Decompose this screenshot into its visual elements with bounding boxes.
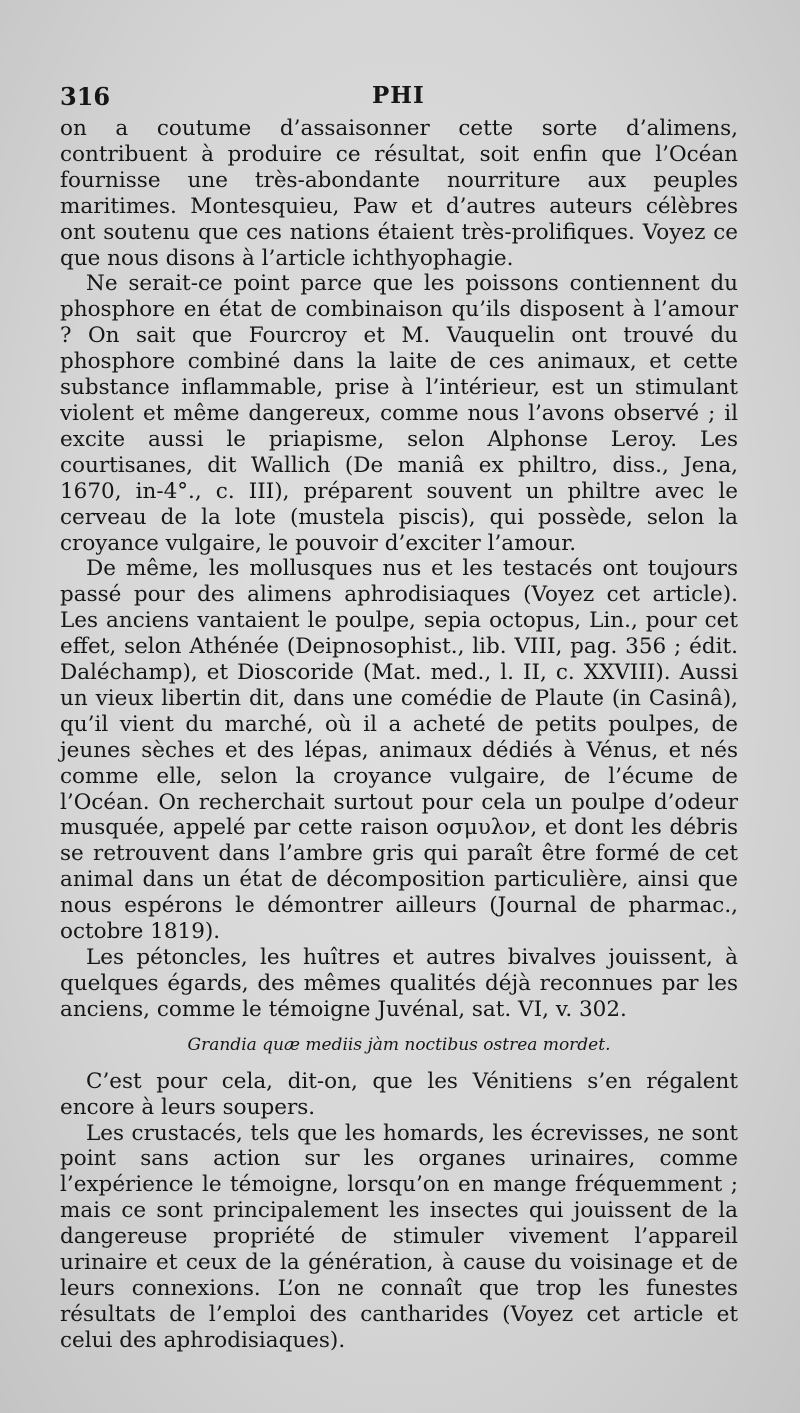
paragraph-6: Les crustacés, tels que les homards, les écrevisses, ne sont point sans action sur les organes urinaires, comme l’expérience le témoigne, lorsqu’on en mange fréquemment ; mais ce sont principalement les insectes qui jouissent de la dangereuse propriété de stimuler vivement l’appareil urinaire et ceux de la génération, à cause du voisinage et de leurs connexions. L’on ne connaît que trop les funestes résultats de l’emploi des cantharides (Voyez cet article et celui des aphrodisiaques). [60, 1120, 738, 1353]
paragraph-4: Les pétoncles, les huîtres et autres bivalves jouissent, à quelques égards, des mêmes qualités déjà reconnues par les anciens, comme le témoigne Juvénal, sat. VI, v. 302. [60, 945, 738, 1022]
latin-quote: Grandia quæ mediis jàm noctibus ostrea mordet. [187, 1034, 611, 1055]
page-header [60, 82, 738, 118]
page-number: 316 [60, 82, 111, 111]
body-text [60, 116, 738, 1354]
paragraph-5: C’est pour cela, dit-on, que les Vénitiens s’en régalent encore à leurs soupers. [60, 1068, 738, 1120]
paragraph-1: on a coutume d’assaisonner cette sorte d’alimens, contribuent à produire ce résultat, soit enfin que l’Océan fournisse une très-abondante nourriture aux peuples maritimes. Montesquieu, Paw et d’autres auteurs célèbres ont soutenu que ces nations étaient très-prolifiques. Voyez ce que nous disons à l’article ichthyophagie. [60, 116, 738, 271]
running-head: PHI [372, 82, 425, 109]
paragraph-3: De même, les mollusques nus et les testacés ont toujours passé pour des alimens aphrodisiaques (Voyez cet article). Les anciens vantaient le poulpe, sepia octopus, Lin., pour cet effet, selon Athénée (Deipnosophist., lib. VIII, pag. 356 ; édit. Daléchamp), et Dioscoride (Mat. med., l. II, c. XXVIII). Aussi un vieux libertin dit, dans une comédie de Plaute (in Casinâ), qu’il vient du marché, où il a acheté de petits poulpes, de jeunes sèches et des lépas, animaux dédiés à Vénus, et nés comme elle, selon la croyance vulgaire, de l’écume de l’Océan. On recherchait surtout pour cela un poulpe d’odeur musquée, appelé par cette raison οσμυλον, et dont les débris se retrouvent dans l’ambre gris qui paraît être formé de cet animal dans un état de décomposition particulière, ainsi que nous espérons le démontrer ailleurs (Journal de pharmac., octobre 1819). [60, 556, 738, 945]
paragraph-2: Ne serait-ce point parce que les poissons contiennent du phosphore en état de combinaison qu’ils disposent à l’amour ? On sait que Fourcroy et M. Vauquelin ont trouvé du phosphore combiné dans la laite de ces animaux, et cette substance inflammable, prise à l’intérieur, est un stimulant violent et même dangereux, comme nous l’avons observé ; il excite aussi le priapisme, selon Alphonse Leroy. Les courtisanes, dit Wallich (De maniâ ex philtro, diss., Jena, 1670, in-4°., c. III), préparent souvent un philtre avec le cerveau de la lote (mustela piscis), qui possède, selon la croyance vulgaire, le pouvoir d’exciter l’amour. [60, 271, 738, 556]
